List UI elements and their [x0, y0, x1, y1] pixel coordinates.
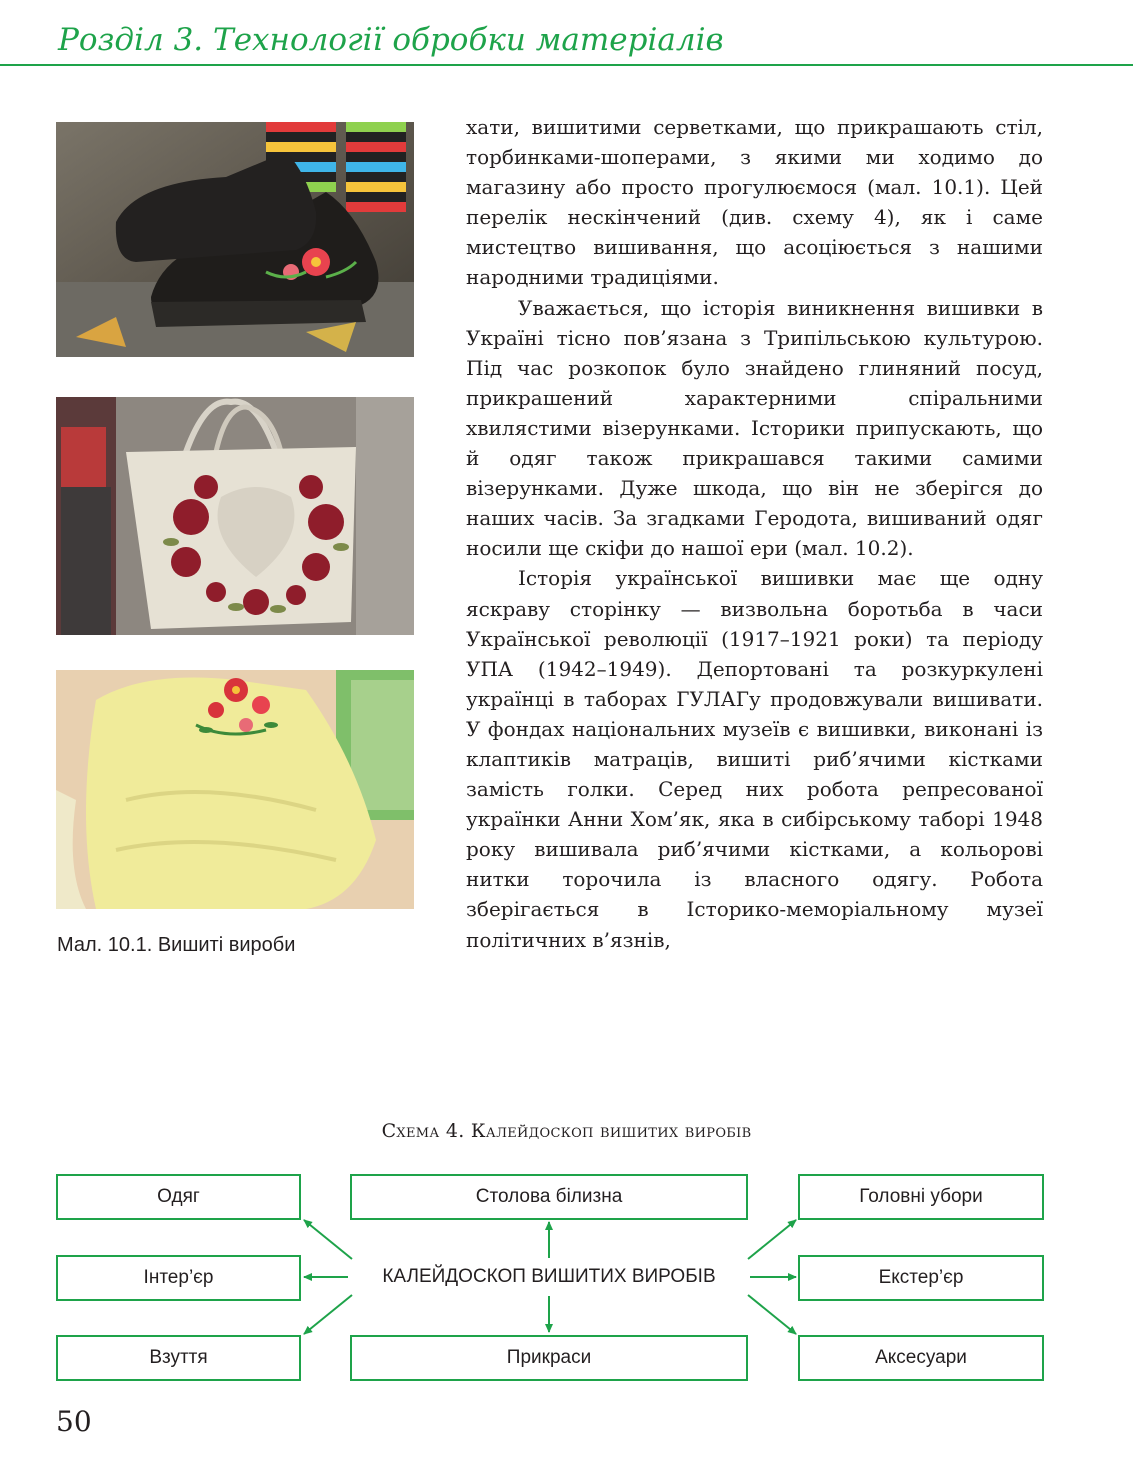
scheme-box-table-linen: Столова білизна [350, 1174, 748, 1220]
scheme-box-accessories: Аксесуари [798, 1335, 1044, 1381]
figure-caption: Мал. 10.1. Вишиті вироби [57, 934, 296, 956]
scheme-box-jewelry: Прикраси [350, 1335, 748, 1381]
page-number: 50 [56, 1405, 92, 1438]
arrow-down-right [748, 1295, 796, 1334]
scheme-box-clothes: Одяг [56, 1174, 301, 1220]
arrow-up-left [304, 1220, 352, 1259]
scheme-center-label: КАЛЕЙДОСКОП ВИШИТИХ ВИРОБІВ [350, 1261, 748, 1293]
scheme-box-exterior: Екстер’єр [798, 1255, 1044, 1301]
arrow-down-left [304, 1295, 352, 1334]
scheme-title: Схема 4. Калейдоскоп вишитих виробів [381, 1120, 752, 1142]
paragraph-3: Історія української вишивки має ще одну яскраву сторінку — визвольна боротьба в часи Української революції (1917–1921 роки) та періоду УПА (1942–1949). Депортовані та розкуркулені українці в таборах ГУЛАГу продовжували вишивати. У фондах національних музеїв є вишивки, виконані із клаптиків матраців, вишиті риб’ячими кістками замість голки. Серед них робота репресованої українки Анни Хом’як, яка в сибірському таборі 1948 року вишивала риб’ячими кістками, а кольорові нитки торочила із власного одягу. Робота зберігається в Історико-меморіальному музеї політичних в’язнів, [466, 566, 1043, 952]
arrow-up-right [748, 1220, 796, 1259]
paragraph-1: хати, вишитими серветками, що прикрашають стіл, торбинками-шоперами, з якими ми ходимо до магазину або просто прогулюємося (мал. 10.1). Цей перелік нескінчений (див. схему 4), як і саме мистецтво вишивання, що асоціюється з нашими народними традиціями. [466, 115, 1043, 290]
chapter-title: Розділ 3. Технології обробки матеріалів [58, 22, 724, 58]
scheme-box-headwear: Головні убори [798, 1174, 1044, 1220]
paragraph-2: Уважається, що історія виникнення вишивки в Україні тісно пов’язана з Трипільською культурою. Під час розкопок було знайдено глиняний посуд, прикрашений характерними спіральними хвилястими візерунками. Історики припускають, що й одяг також прикрашався такими самими візерунками. Дуже шкода, що він не зберігся до наших часів. За згадками Геродота, вишиваний одяг носили ще скіфи до нашої ери (мал. 10.2). [466, 295, 1043, 561]
scheme-box-footwear: Взуття [56, 1335, 301, 1381]
scheme-box-interior: Інтер’єр [56, 1255, 301, 1301]
